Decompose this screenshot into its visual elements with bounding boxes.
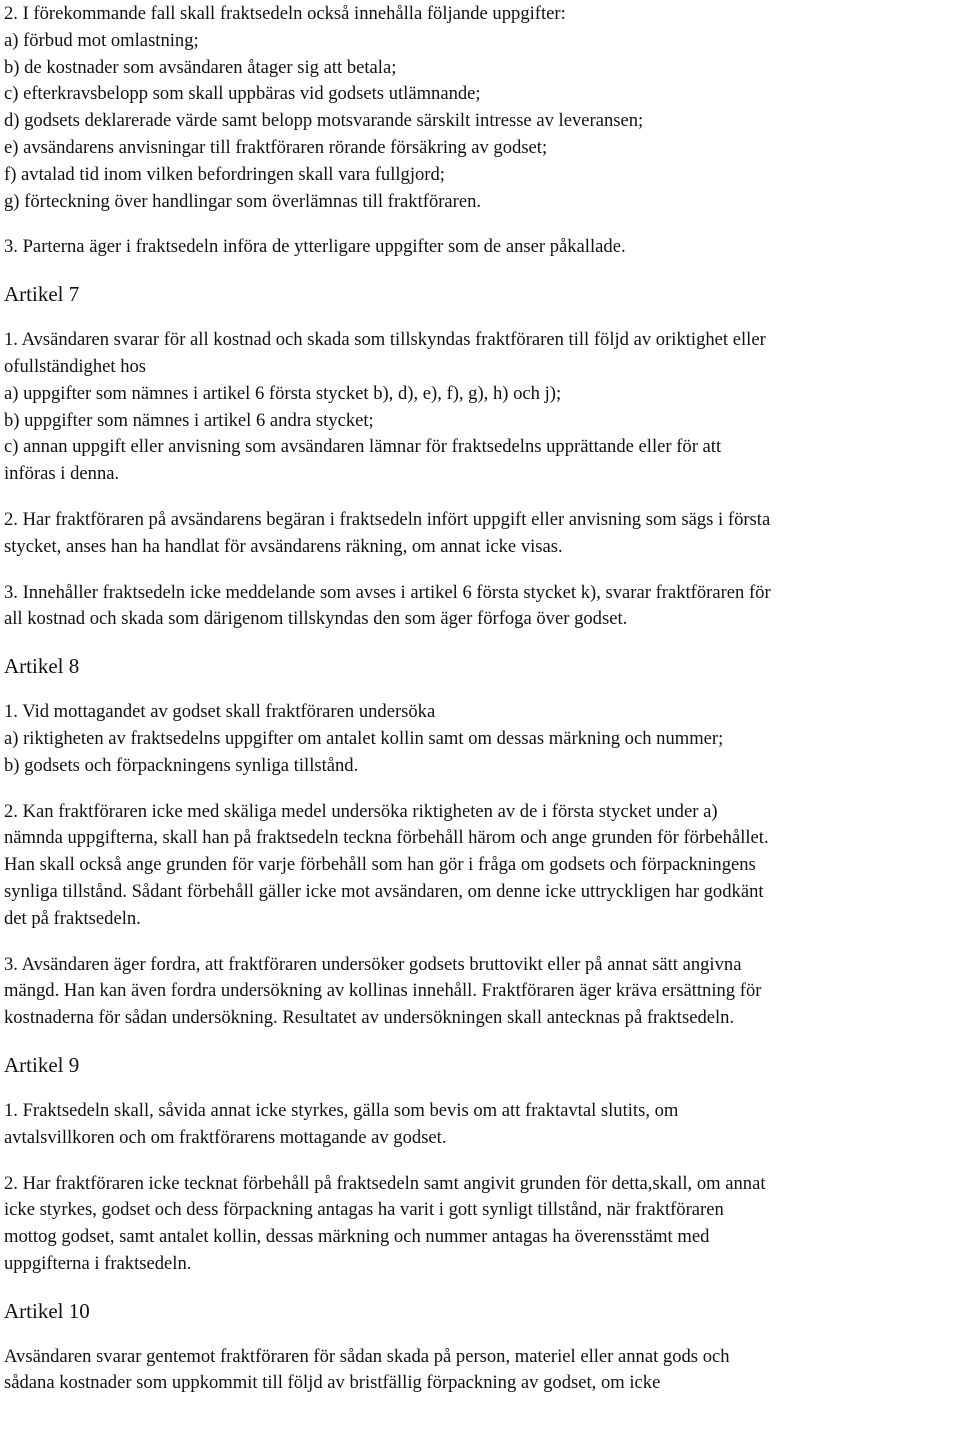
paragraph-line: Avsändaren svarar gentemot fraktföraren för sådan skada på person, materiel eller annat gods och xyxy=(4,1345,730,1367)
paragraph-line: Han skall också ange grunden för varje förbehåll som han gör i fråga om godsets och förpackningens xyxy=(4,854,756,876)
article9-heading: Artikel 9 xyxy=(4,1052,80,1077)
article8-paragraph-2 xyxy=(4,799,956,933)
article6-paragraph-2 xyxy=(4,1,956,215)
article6-paragraph-3 xyxy=(4,234,956,261)
paragraph-line: ofullständighet hos xyxy=(4,355,147,377)
article9-paragraph-2 xyxy=(4,1171,956,1278)
article7-paragraph-1 xyxy=(4,327,956,488)
article7-heading: Artikel 7 xyxy=(4,282,80,307)
paragraph-line: det på fraktsedeln. xyxy=(4,907,141,929)
paragraph-line: 2. Kan fraktföraren icke med skäliga medel undersöka riktigheten av de i första stycket under a) xyxy=(4,800,718,822)
list-item: c) efterkravsbelopp som skall uppbäras vid godsets utlämnande; xyxy=(4,83,481,105)
paragraph-line: 3. Avsändaren äger fordra, att fraktföraren undersöker godsets bruttovikt eller på annat sätt angivna xyxy=(4,953,742,975)
paragraph-line: avtalsvillkoren och om fraktförarens mottagande av godset. xyxy=(4,1126,447,1148)
paragraph-line: synliga tillstånd. Sådant förbehåll gäller icke mot avsändaren, om denne icke uttryckligen har godkänt xyxy=(4,880,764,902)
paragraph-line: sådana kostnader som uppkommit till följd av bristfällig förpackning av godset, om icke xyxy=(4,1372,661,1394)
article8-paragraph-3 xyxy=(4,952,956,1032)
list-item: a) riktigheten av fraktsedelns uppgifter om antalet kollin samt om dessas märkning och nummer; xyxy=(4,727,724,749)
list-item: a) uppgifter som nämnes i artikel 6 första stycket b), d), e), f), g), h) och j); xyxy=(4,382,562,404)
article10-paragraph-1 xyxy=(4,1344,956,1398)
list-item: d) godsets deklarerade värde samt belopp motsvarande särskilt intresse av leveransen; xyxy=(4,110,644,132)
paragraph-line: 3. Innehåller fraktsedeln icke meddelande som avses i artikel 6 första stycket k), svarar fraktföraren för xyxy=(4,581,771,603)
paragraph-line: 1. Fraktsedeln skall, såvida annat icke styrkes, gälla som bevis om att fraktavtal slutits, om xyxy=(4,1099,679,1121)
paragraph-line: all kostnad och skada som därigenom tillskyndas den som äger förfoga över godset. xyxy=(4,608,628,630)
article10-heading: Artikel 10 xyxy=(4,1298,90,1323)
document-page xyxy=(4,0,956,1397)
paragraph-line: uppgifterna i fraktsedeln. xyxy=(4,1252,192,1274)
article9-paragraph-1 xyxy=(4,1098,956,1152)
list-item: b) godsets och förpackningens synliga tillstånd. xyxy=(4,754,359,776)
paragraph-line: mängd. Han kan även fordra undersökning av kollinas innehåll. Fraktföraren äger kräva ersättning för xyxy=(4,980,762,1002)
paragraph-line: nämnda uppgifterna, skall han på fraktsedeln teckna förbehåll härom och ange grunden för förbehållet. xyxy=(4,827,769,849)
article7-paragraph-3 xyxy=(4,580,956,634)
paragraph-line: mottog godset, samt antalet kollin, dessas märkning och nummer antagas ha överensstämt med xyxy=(4,1226,710,1248)
paragraph-line: stycket, anses han ha handlat för avsändarens räkning, om annat icke visas. xyxy=(4,535,563,557)
paragraph-line: 2. Har fraktföraren icke tecknat förbehåll på fraktsedeln samt angivit grunden för detta,skall, om annat xyxy=(4,1172,766,1194)
list-item: c) annan uppgift eller anvisning som avsändaren lämnar för fraktsedelns upprättande eller för att xyxy=(4,436,722,458)
list-item: e) avsändarens anvisningar till fraktföraren rörande försäkring av godset; xyxy=(4,136,548,158)
paragraph-line: icke styrkes, godset och dess förpackning antagas ha varit i gott synligt tillstånd, när fraktföraren xyxy=(4,1199,724,1221)
list-item: b) uppgifter som nämnes i artikel 6 andra stycket; xyxy=(4,409,374,431)
paragraph-line: 3. Parterna äger i fraktsedeln införa de ytterligare uppgifter som de anser påkallade. xyxy=(4,236,626,258)
paragraph-line: 2. I förekommande fall skall fraktsedeln också innehålla följande uppgifter: xyxy=(4,3,566,24)
paragraph-line: 1. Vid mottagandet av godset skall fraktföraren undersöka xyxy=(4,701,436,723)
paragraph-line: kostnaderna för sådan undersökning. Resultatet av undersökningen skall antecknas på fraktsedeln. xyxy=(4,1007,735,1029)
paragraph-line: 1. Avsändaren svarar för all kostnad och skada som tillskyndas fraktföraren till följd av oriktighet eller xyxy=(4,329,766,351)
article7-paragraph-2 xyxy=(4,507,956,561)
list-item: a) förbud mot omlastning; xyxy=(4,29,199,51)
list-item: f) avtalad tid inom vilken befordringen skall vara fullgjord; xyxy=(4,163,445,185)
list-item: g) förteckning över handlingar som överlämnas till fraktföraren. xyxy=(4,190,482,212)
paragraph-line: 2. Har fraktföraren på avsändarens begäran i fraktsedeln infört uppgift eller anvisning som sägs i första xyxy=(4,508,771,530)
article8-paragraph-1 xyxy=(4,699,956,779)
list-item: b) de kostnader som avsändaren åtager sig att betala; xyxy=(4,56,397,78)
list-item: införas i denna. xyxy=(4,463,120,485)
article8-heading: Artikel 8 xyxy=(4,654,80,679)
